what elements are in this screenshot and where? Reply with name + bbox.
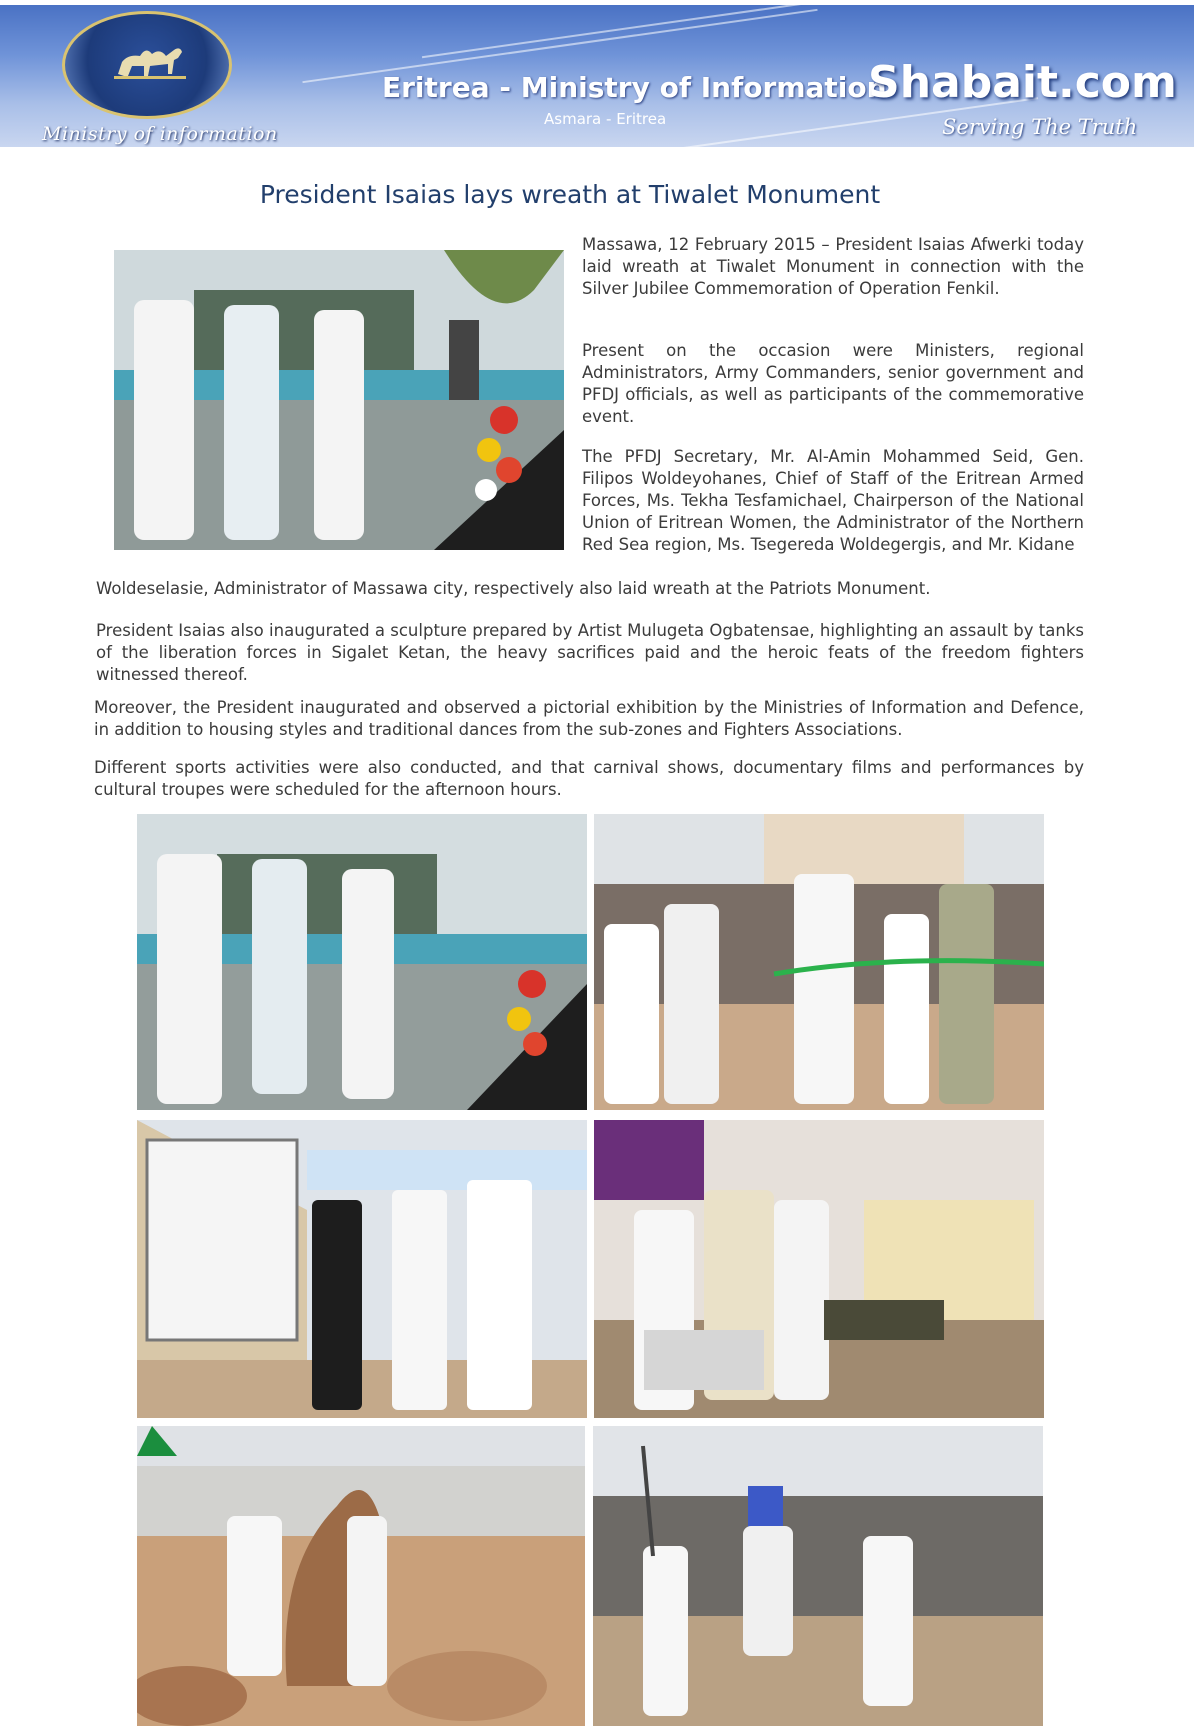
header-banner [0,5,1194,147]
photo-sculpture-display [594,1120,1044,1418]
paragraph-4: President Isaias also inaugurated a sculpture prepared by Artist Mulugeta Ogbatensae, highlighting an assault by tanks of the liberation forces in Sigalet Ketan, the heavy sacrifices paid and the heroic feats of the freedom fighters witnessed thereof. [96,621,1084,684]
paragraph-3-continued: Woldeselasie, Administrator of Massawa city, respectively also laid wreath at the Patriots Monument. [96,579,931,598]
photo-wreath-laying [114,250,564,550]
site-title: Eritrea - Ministry of Information [382,71,887,104]
paragraph-3: The PFDJ Secretary, Mr. Al-Amin Mohammed Seid, Gen. Filipos Woldeyohanes, Chief of Staff of the Eritrean Armed Forces, Ms. Tekha Tesfamichael, Chairperson of the National Union of Eritrean Women, the Administrator of the Northern Red Sea region, Ms. Tsegereda Woldegergis, and Mr. Kidane [582,447,1084,554]
article-headline: President Isaias lays wreath at Tiwalet Monument [259,180,881,209]
photo-ribbon-cutting [594,814,1044,1110]
brand-tagline: Serving The Truth [942,115,1138,139]
photo-salute-at-monument [137,814,587,1110]
brand-logo[interactable]: Shabait.com [868,57,1177,108]
photo-traditional-dance [593,1426,1043,1726]
paragraph-6: Different sports activities were also conducted, and that carnival shows, documentary films and performances by cultural troupes were scheduled for the afternoon hours. [94,758,1084,799]
paragraph-1: Massawa, 12 February 2015 – President Isaias Afwerki today laid wreath at Tiwalet Monument in connection with the Silver Jubilee Commemoration of Operation Fenkil. [582,235,1084,298]
ministry-emblem-icon [62,11,232,119]
photo-camels [137,1426,585,1726]
site-subtitle: Asmara - Eritrea [544,110,667,128]
photo-pictorial-exhibition [137,1120,587,1418]
emblem-label: Ministry of information [42,123,278,145]
paragraph-5: Moreover, the President inaugurated and observed a pictorial exhibition by the Ministries of Information and Defence, in addition to housing styles and traditional dances from the sub-zones and Fighters Associations. [94,698,1084,739]
paragraph-2: Present on the occasion were Ministers, regional Administrators, Army Commanders, senior government and PFDJ officials, as well as participants of the commemorative event. [582,341,1084,426]
